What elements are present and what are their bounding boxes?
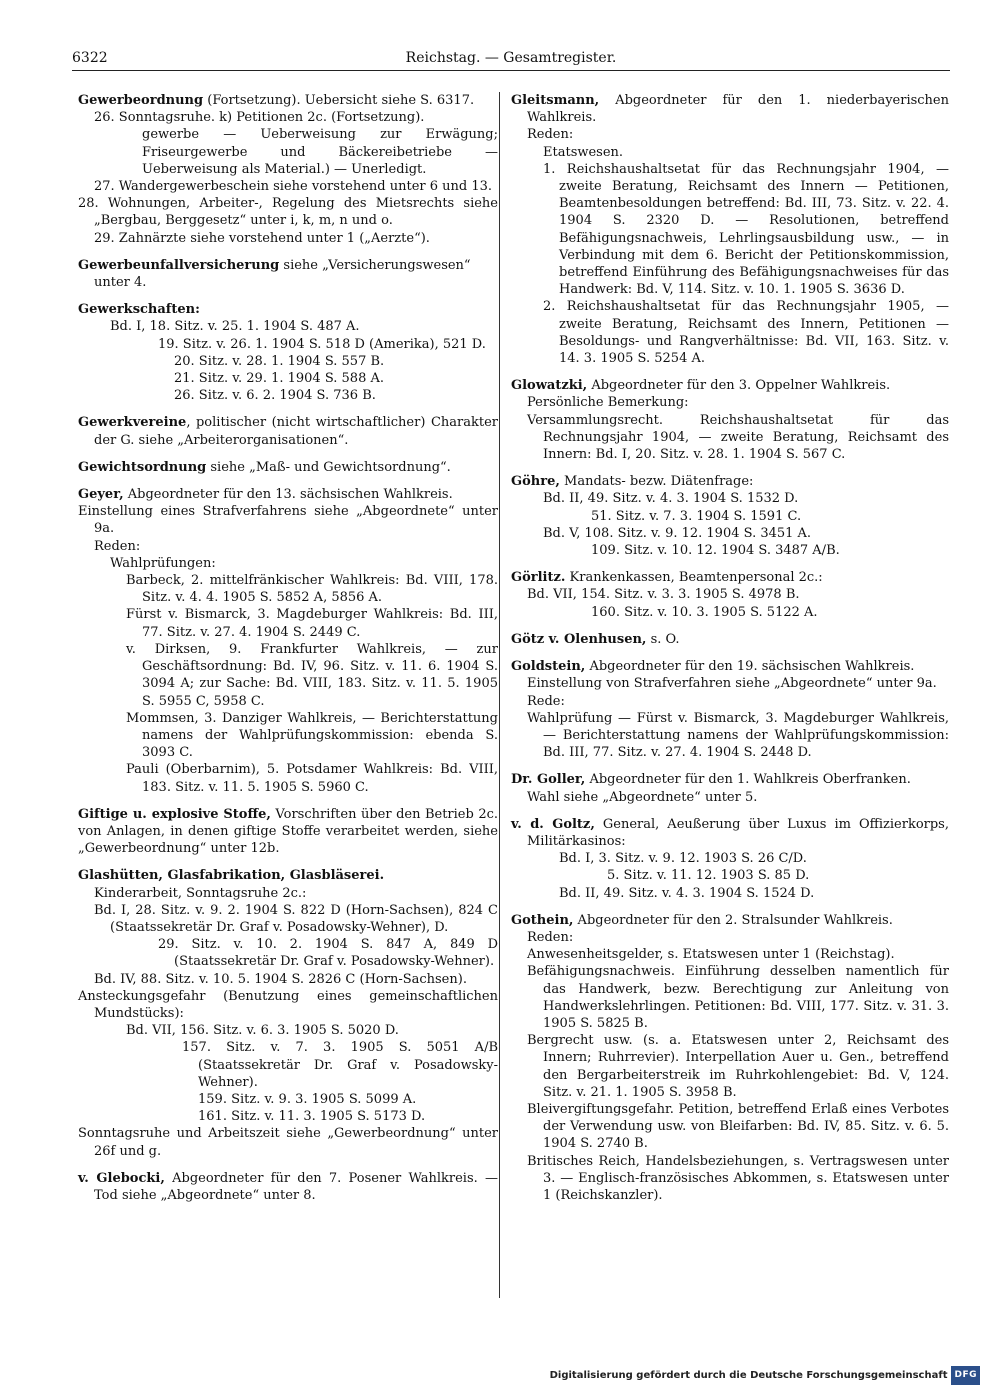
footer-credit: Digitalisierung gefördert durch die Deutsche Forschungsgemeinschaft xyxy=(549,1370,948,1381)
entry-text: Abgeordneter für den 7. Posener Wahlkreis. — Tod siehe „Abgeordnete“ unter 8. xyxy=(94,1170,498,1203)
dfg-logo-icon: DFG xyxy=(951,1366,980,1385)
entry-line: Wahlprüfungen: xyxy=(110,555,216,571)
entry-goetz xyxy=(511,631,949,648)
entry-glowatzki xyxy=(511,377,949,463)
entry-text: Vorschriften über den Betrieb 2c. von Anlagen, in denen giftige Stoffe verarbeitet werden, siehe „Gewerbeordnung“ unter 12b. xyxy=(78,806,499,857)
entry-gewichtsordnung xyxy=(78,459,498,476)
entry-heading: Gewichtsordnung xyxy=(78,459,207,475)
entry-line: Bd. VII, 156. Sitz. v. 6. 3. 1905 S. 5020 D. xyxy=(126,1023,399,1039)
entry-line: 21. Sitz. v. 29. 1. 1904 S. 588 A. xyxy=(174,371,385,387)
entry-line: Befähigungsnachweis. Einführung desselben namentlich für das Handwerk, bezw. Berechtigung zur Anleitung von Handwerkslehrlingen. Petitionen: Bd. VIII, 177. Sitz. v. 31. 3. 1905 S. 5825 B. xyxy=(527,964,949,1031)
entry-line: 2. Reichshaushaltsetat für das Rechnungsjahr 1905, — zweite Beratung, Reichsamt des Innern, Petitionen — Besoldungs- und Rangverhältnisse: Bd. VII, 163. Sitz. v. 14. 3. 1905 S. 5254 A. xyxy=(543,299,949,367)
entry-heading: Dr. Goller, xyxy=(511,772,586,788)
entry-heading: Gewerbeunfallversicherung xyxy=(78,257,280,273)
entry-line: Pauli (Oberbarnim), 5. Potsdamer Wahlkreis: Bd. VIII, 183. Sitz. v. 11. 5. 1905 S. 5960 C. xyxy=(126,762,498,795)
entry-line: 26. Sonntagsruhe. k) Petitionen 2c. (Fortsetzung). xyxy=(94,110,425,126)
entry-glashuetten xyxy=(78,867,498,1159)
digitization-footer xyxy=(550,1366,980,1385)
entry-line: Mommsen, 3. Danziger Wahlkreis, — Berichterstattung namens der Wahlprüfungskommission: ebenda S. 3093 C. xyxy=(126,710,498,761)
entry-line: 19. Sitz. v. 26. 1. 1904 S. 518 D (Amerika), 521 D. xyxy=(158,336,486,352)
entry-heading: Glowatzki, xyxy=(511,378,588,394)
entry-line: Rede: xyxy=(527,693,565,709)
right-column xyxy=(511,92,949,1214)
entry-gewerkschaften xyxy=(78,301,498,404)
entry-gleitsmann xyxy=(511,92,949,367)
entry-line: 1. Reichshaushaltsetat für das Rechnungsjahr 1904, — zweite Beratung, Reichsamt des Innern — Petitionen, Beamtenbesoldungen betreffend: Bd. III, 73. Sitz. v. 22. 4. 1904 S. 2320 D. — Resolutionen, betreffend Befähigungsnachweis, Lehrlingsausbildung usw., — in Verbindung mit dem 6. Bericht der Petitionskommission, betreffend Einführung des Befähigungsnachweises für das Handwerk: Bd. V, 114. Sitz. v. 10. 1. 1905 S. 3636 D. xyxy=(543,161,949,298)
entry-line: Bergrecht usw. (s. a. Etatswesen unter 2, Reichsamt des Innern; Ruhrrevier). Interpellation Auer u. Gen., betreffend den Bergarbeiterstreik im Ruhrkohlengebiet: Bd. V, 124. Sitz. v. 21. 1. 1905 S. 3958 B. xyxy=(527,1033,949,1100)
entry-line: Bd. V, 108. Sitz. v. 9. 12. 1904 S. 3451 A. xyxy=(543,525,812,541)
entry-line: Bd. II, 49. Sitz. v. 4. 3. 1904 S. 1524 D. xyxy=(559,885,815,901)
entry-text: Abgeordneter für den 3. Oppelner Wahlkreis. xyxy=(587,378,891,394)
entry-gothein xyxy=(511,912,949,1204)
left-column xyxy=(78,92,498,1214)
entry-line: 29. Sitz. v. 10. 2. 1904 S. 847 A, 849 D (Staatssekretär Dr. Graf v. Posadowsky-Wehner). xyxy=(158,937,498,970)
entry-line: Einstellung von Strafverfahren siehe „Abgeordnete“ unter 9a. xyxy=(527,676,937,692)
entry-line: Bd. II, 49. Sitz. v. 4. 3. 1904 S. 1532 D. xyxy=(543,491,799,507)
entry-text: s. O. xyxy=(646,631,680,647)
entry-line: Bd. VII, 154. Sitz. v. 3. 3. 1905 S. 4978 B. xyxy=(527,587,800,603)
entry-line: Bd. I, 18. Sitz. v. 25. 1. 1904 S. 487 A. xyxy=(110,319,360,335)
entry-heading: v. d. Goltz, xyxy=(511,816,595,832)
entry-line: Reden: xyxy=(94,538,141,554)
entry-heading: v. Glebocki, xyxy=(78,1170,165,1186)
entry-line: Bd. I, 28. Sitz. v. 9. 2. 1904 S. 822 D (Horn-Sachsen), 824 C (Staatssekretär Dr. Graf v. Posadowsky-Wehner), D. xyxy=(94,902,498,935)
entry-line: Reden: xyxy=(527,127,574,143)
entry-line: 20. Sitz. v. 28. 1. 1904 S. 557 B. xyxy=(174,353,385,369)
entry-goltz xyxy=(511,816,949,902)
page-header xyxy=(72,50,950,71)
entry-line: Reden: xyxy=(527,929,574,945)
entry-line: Bd. IV, 88. Sitz. v. 10. 5. 1904 S. 2826 C (Horn-Sachsen). xyxy=(94,971,467,987)
entry-geyer xyxy=(78,486,498,796)
entry-line: 161. Sitz. v. 11. 3. 1905 S. 5173 D. xyxy=(198,1109,426,1125)
column-divider xyxy=(499,92,500,1298)
entry-line: Wahl siehe „Abgeordnete“ unter 5. xyxy=(527,789,758,805)
entry-line: Wahlprüfung — Fürst v. Bismarck, 3. Magdeburger Wahlkreis, — Berichterstattung namens der Wahlprüfungskommission: Bd. III, 77. Sitz. v. 27. 4. 1904 S. 2448 D. xyxy=(527,710,949,761)
entry-line: v. Dirksen, 9. Frankfurter Wahlkreis, — zur Geschäftsordnung: Bd. IV, 96. Sitz. v. 11. 6. 1904 S. 3094 A; zur Sache: Bd. VIII, 183. Sitz. v. 11. 5. 1905 S. 5955 C, 5958 C. xyxy=(126,641,498,709)
entry-text: siehe „Versicherungswesen“ unter 4. xyxy=(94,257,471,291)
entry-line: 26. Sitz. v. 6. 2. 1904 S. 736 B. xyxy=(174,388,376,404)
entry-line: Einstellung eines Strafverfahrens siehe „Abgeordnete“ unter 9a. xyxy=(78,504,498,537)
entry-text: Krankenkassen, Beamtenpersonal 2c.: xyxy=(565,570,823,586)
page-number: 6322 xyxy=(72,50,108,66)
entry-text: General, Aeußerung über Luxus im Offizierkorps, Militärkasinos: xyxy=(527,816,949,849)
entry-gewerbeunfallversicherung xyxy=(78,257,498,291)
entry-heading: Götz v. Olenhusen, xyxy=(511,631,647,647)
entry-line: Ansteckungsgefahr (Benutzung eines gemeinschaftlichen Mundstücks): xyxy=(78,988,498,1021)
entry-glebocki xyxy=(78,1170,498,1204)
entry-heading: Gewerkvereine xyxy=(78,415,187,431)
entry-text: siehe „Maß- und Gewichtsordnung“. xyxy=(206,459,451,475)
entry-line: Versammlungsrecht. Reichshaushaltsetat für das Rechnungsjahr 1904, — zweite Beratung, Reichsamt des Innern: Bd. I, 20. Sitz. v. 28. 1. 1904 S. 567 C. xyxy=(527,412,949,463)
entry-heading: Glashütten, Glasfabrikation, Glasbläserei. xyxy=(78,868,385,884)
entry-text: , politischer (nicht wirtschaftlicher) Charakter der G. siehe „Arbeiterorganisationen“. xyxy=(94,415,498,448)
entry-line: Britisches Reich, Handelsbeziehungen, s. Vertragswesen unter 3. — Englisch-französisches Abkommen, s. Etatswesen unter 1 (Reichskanzler). xyxy=(527,1153,949,1203)
entry-line: 157. Sitz. v. 7. 3. 1905 S. 5051 A/B (Staatssekretär Dr. Graf v. Posadowsky-Wehner). xyxy=(182,1040,498,1090)
entry-heading: Gothein, xyxy=(511,912,574,928)
entry-line: Sonntagsruhe und Arbeitszeit siehe „Gewerbeordnung“ unter 26f und g. xyxy=(78,1126,498,1159)
entry-line: 28. Wohnungen, Arbeiter-, Regelung des Mietsrechts siehe „Bergbau, Berggesetz“ unter i, k, m, n und o. xyxy=(78,196,498,229)
entry-giftige-stoffe xyxy=(78,806,498,858)
entry-line: 27. Wandergewerbeschein siehe vorstehend unter 6 und 13. xyxy=(94,179,493,195)
entry-line: 109. Sitz. v. 10. 12. 1904 S. 3487 A/B. xyxy=(591,543,840,559)
entry-text: Abgeordneter für den 1. niederbayerischen Wahlkreis. xyxy=(527,93,949,126)
entry-heading: Geyer, xyxy=(78,487,124,503)
entry-text: Abgeordneter für den 2. Stralsunder Wahlkreis. xyxy=(573,912,893,928)
entry-heading: Göhre, xyxy=(511,474,560,490)
entry-heading: Giftige u. explosive Stoffe, xyxy=(78,806,271,822)
entry-heading: Gleitsmann, xyxy=(511,93,600,108)
entry-text: Abgeordneter für den 19. sächsischen Wahlkreis. xyxy=(585,659,915,675)
entry-line: 51. Sitz. v. 7. 3. 1904 S. 1591 C. xyxy=(591,508,802,524)
entry-text: Abgeordneter für den 1. Wahlkreis Oberfranken. xyxy=(585,772,911,788)
entry-heading: Goldstein, xyxy=(511,659,586,675)
entry-goldstein xyxy=(511,658,949,761)
entry-line: 159. Sitz. v. 9. 3. 1905 S. 5099 A. xyxy=(198,1091,417,1107)
entry-goerlitz xyxy=(511,569,949,621)
entry-line: Anwesenheitsgelder, s. Etatswesen unter 1 (Reichstag). xyxy=(527,947,895,963)
entry-gewerkvereine xyxy=(78,414,498,448)
entry-line: 5. Sitz. v. 11. 12. 1903 S. 85 D. xyxy=(607,868,810,884)
entry-heading: Gewerkschaften: xyxy=(78,302,200,318)
entry-line: 29. Zahnärzte siehe vorstehend unter 1 („Aerzte“). xyxy=(94,230,430,246)
entry-heading: Gewerbeordnung xyxy=(78,93,204,108)
entry-goehre xyxy=(511,473,949,559)
entry-line: Kinderarbeit, Sonntagsruhe 2c.: xyxy=(94,885,307,901)
entry-line: Persönliche Bemerkung: xyxy=(527,395,689,411)
entry-line: gewerbe — Ueberweisung zur Erwägung; Friseurgewerbe und Bäckereibetriebe — Ueberweisung als Material.) — Unerledigt. xyxy=(142,127,498,177)
entry-gewerbeordnung xyxy=(78,92,498,247)
entry-line: Barbeck, 2. mittelfränkischer Wahlkreis: Bd. VIII, 178. Sitz. v. 4. 4. 1905 S. 5852 A, 5856 A. xyxy=(126,573,498,606)
entry-line: 160. Sitz. v. 10. 3. 1905 S. 5122 A. xyxy=(591,604,818,620)
entry-line: Fürst v. Bismarck, 3. Magdeburger Wahlkreis: Bd. III, 77. Sitz. v. 27. 4. 1904 S. 2449 C. xyxy=(126,607,498,640)
running-title: Reichstag. — Gesamtregister. xyxy=(405,50,617,66)
entry-text: Mandats- bezw. Diätenfrage: xyxy=(559,474,754,490)
entry-goller xyxy=(511,771,949,805)
entry-heading: Görlitz. xyxy=(511,570,566,586)
entry-line: Bleivergiftungsgefahr. Petition, betreffend Erlaß eines Verbotes der Verwendung usw. von Bleifarben: Bd. IV, 85. Sitz. v. 6. 5. 1904 S. 2740 B. xyxy=(527,1101,949,1152)
entry-line: Etatswesen. xyxy=(543,144,624,160)
entry-text: Abgeordneter für den 13. sächsischen Wahlkreis. xyxy=(123,487,453,503)
entry-text: (Fortsetzung). Uebersicht siehe S. 6317. xyxy=(203,93,475,108)
entry-line: Bd. I, 3. Sitz. v. 9. 12. 1903 S. 26 C/D. xyxy=(559,851,807,867)
